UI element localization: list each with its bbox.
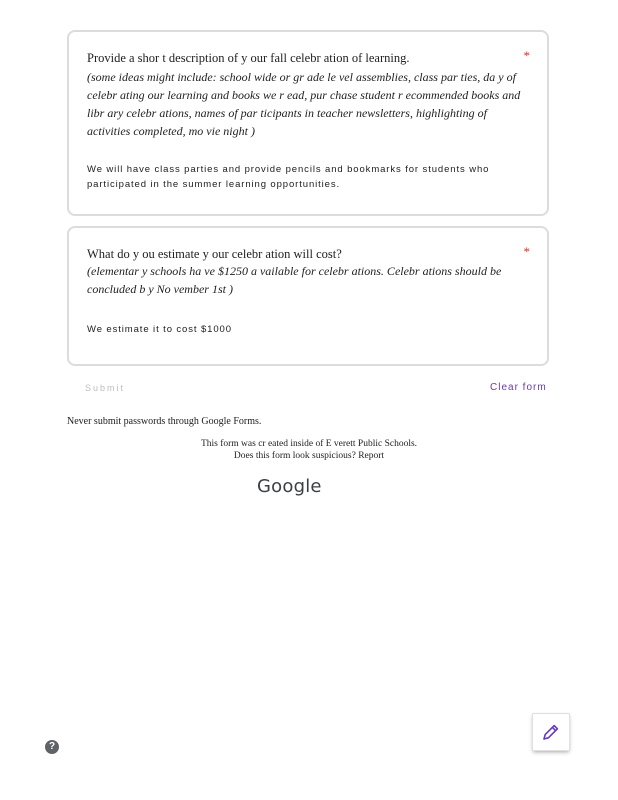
edit-button[interactable] bbox=[533, 714, 569, 750]
question-help-text: (elementar y schools ha ve $1250 a vailable for celebr ations. Celebr ations should be concluded b y No vember 1st ) bbox=[87, 264, 502, 296]
question-card-cost bbox=[67, 226, 549, 366]
suspicious-line bbox=[0, 451, 618, 461]
created-inside-text: This form was cr eated inside of E verett Public Schools. bbox=[200, 439, 418, 449]
question-help-text: (some ideas might include: school wide or gr ade le vel assemblies, class par ties, da y of celebr ating our learning and books we r ead, pur chase student r ecommended books and libr ary celebr ations, names of par ticipants in teacher newsletters, highlighting of activities completed, mo vie night ) bbox=[87, 70, 521, 138]
answer-text[interactable]: We will have class parties and provide pencils and bookmarks for students who participated in the summer learning opportunities. bbox=[87, 164, 490, 190]
password-warning: Never submit passwords through Google Forms. bbox=[67, 416, 262, 427]
help-icon[interactable]: ? bbox=[45, 740, 59, 754]
report-link[interactable]: Report bbox=[358, 451, 385, 461]
google-logo[interactable]: Google bbox=[257, 476, 322, 497]
clear-form-button[interactable]: Clear form bbox=[490, 382, 547, 393]
required-asterisk: * bbox=[523, 244, 530, 259]
required-asterisk: * bbox=[523, 48, 530, 63]
question-title: What do y ou estimate y our celebr ation will cost? bbox=[87, 247, 342, 261]
question-card-description bbox=[67, 30, 549, 216]
answer-text[interactable]: We estimate it to cost $1000 bbox=[87, 324, 232, 335]
question-title: Provide a shor t description of y our fall celebr ation of learning. bbox=[87, 51, 410, 65]
suspicious-text: Does this form look suspicious? bbox=[233, 451, 356, 461]
submit-button[interactable]: Submit bbox=[85, 383, 126, 393]
pencil-icon bbox=[541, 722, 561, 742]
